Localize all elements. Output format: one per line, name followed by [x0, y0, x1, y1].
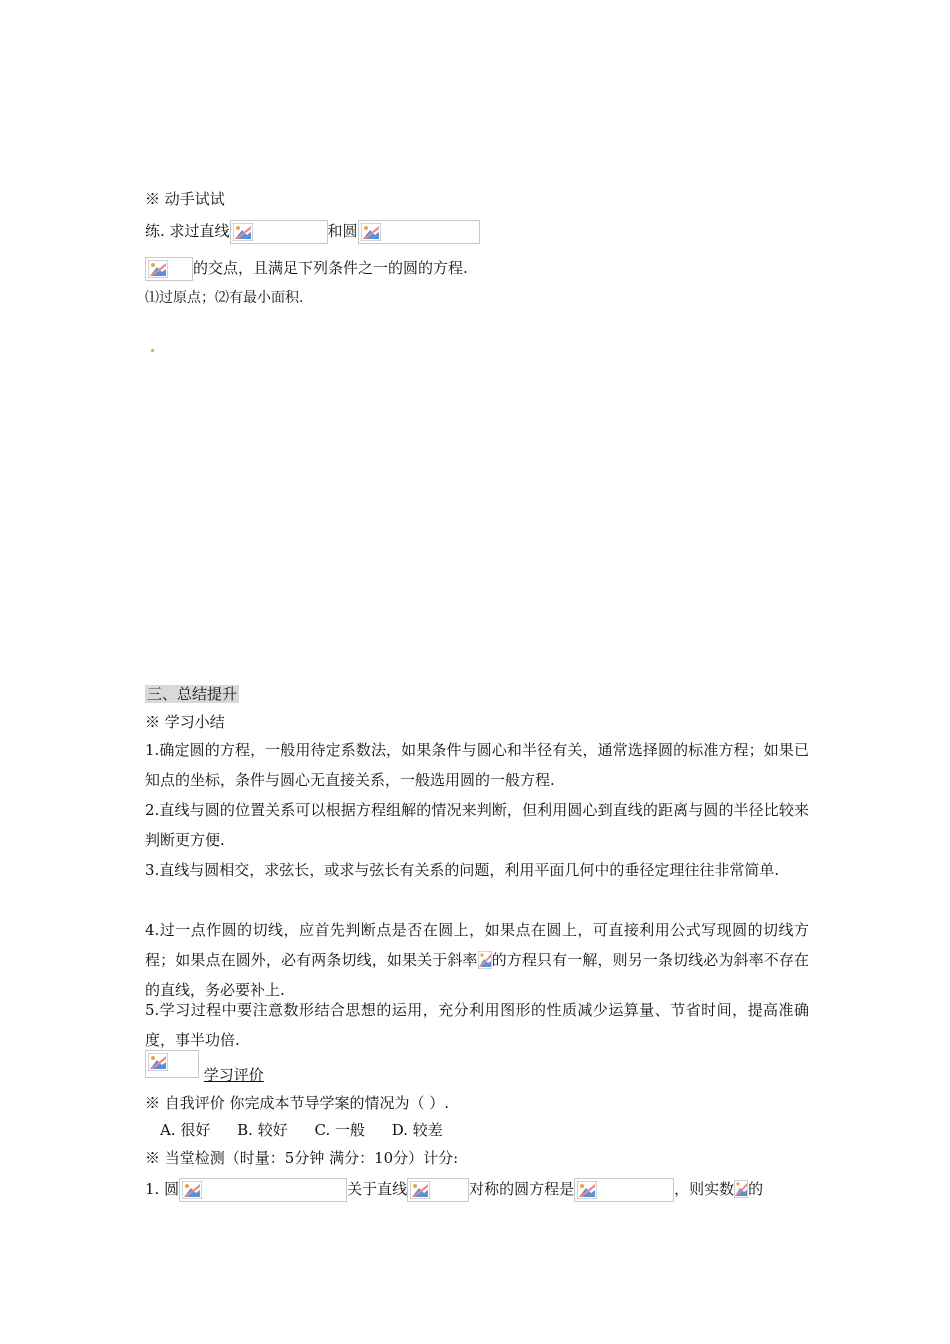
option-c[interactable]: C. 一般 [314, 1121, 365, 1139]
marker-dot [151, 349, 154, 352]
q1-mid: 关于直线 [347, 1180, 408, 1198]
q1-prefix: 1. 圆 [145, 1180, 180, 1198]
formula-image-circle [358, 220, 480, 244]
formula-image-result-q1 [574, 1178, 674, 1202]
exercise-continuation: 的交点，且满足下列条件之一的圆的方程. [193, 259, 468, 277]
q1-end: ，则实数 [674, 1180, 735, 1198]
option-d[interactable]: D. 较差 [391, 1121, 443, 1139]
formula-image-circle-cont [145, 257, 193, 281]
question-1 [145, 1178, 763, 1202]
formula-image-circle-q1 [179, 1178, 347, 1202]
eval-title-row [145, 1050, 264, 1084]
exercise-line-2 [145, 257, 468, 281]
option-a[interactable]: A. 很好 [160, 1121, 211, 1139]
broken-image-icon [478, 951, 492, 969]
broken-image-icon [233, 223, 253, 241]
broken-image-icon [148, 1053, 168, 1071]
broken-image-icon [577, 1181, 597, 1199]
summary-item-4-a: 4.过一点作圆的切线，应首先判断点是否在圆上，如果点在圆上，可直接利用公式写现圆的切线方程；如果点在圆外，必有两条切线，如果关于斜率 [145, 921, 809, 969]
summary-item-2: 2.直线与圆的位置关系可以根据方程组解的情况来判断，但利用圆心到直线的距离与圆的半径比较来判断更方便. [145, 801, 809, 849]
summary-item-4-b: 的方程只有一解，则另一条切线必为斜率不存在的直线，务必要补上. [145, 951, 809, 999]
summary-item-3: 3.直线与圆相交，求弦长，或求与弦长有关系的问题，利用平面几何中的垂径定理往往非常简单. [145, 861, 780, 879]
broken-image-icon [361, 223, 381, 241]
summary-heading [145, 683, 239, 705]
eval-image [145, 1050, 199, 1078]
broken-image-icon [734, 1180, 748, 1198]
q1-mid2: 对称的圆方程是 [469, 1180, 575, 1198]
q1-tail: 的 [748, 1180, 764, 1198]
summary-subtitle: ※ 学习小结 [145, 713, 225, 731]
broken-image-icon [148, 260, 168, 278]
formula-image-k [478, 951, 492, 971]
broken-image-icon [410, 1181, 430, 1199]
eval-title: 学习评价 [203, 1066, 264, 1084]
broken-image-icon [182, 1181, 202, 1199]
eval-options [160, 1119, 465, 1141]
summary-item-1: 1.确定圆的方程，一般用待定系数法，如果条件与圆心和半径有关，通常选择圆的标准方程；如果已知点的坐标，条件与圆心无直接关系，一般选用圆的一般方程. [145, 741, 809, 789]
formula-image-a [734, 1180, 748, 1200]
exercise-and: 和圆 [327, 222, 358, 240]
exercise-parts: ⑴过原点；⑵有最小面积. [145, 290, 304, 306]
summary-item-4 [145, 915, 809, 1005]
formula-image-line-q1 [407, 1178, 469, 1202]
formula-image-line [230, 220, 328, 244]
exercise-line-1 [145, 220, 480, 244]
summary-item-5: 5.学习过程中要注意数形结合思想的运用，充分利用图形的性质减少运算量、节省时间，提高准确度，事半功倍. [145, 1001, 809, 1049]
exercise-prefix: 练. 求过直线 [145, 222, 230, 240]
option-b[interactable]: B. 较好 [237, 1121, 288, 1139]
self-eval: ※ 自我评价 你完成本节导学案的情况为（ ）. [145, 1094, 450, 1112]
test-line: ※ 当堂检测（时量：5分钟 满分：10分）计分: [145, 1149, 459, 1167]
section-try-title: ※ 动手试试 [145, 190, 225, 208]
summary-heading-text: 三、总结提升 [147, 685, 238, 703]
